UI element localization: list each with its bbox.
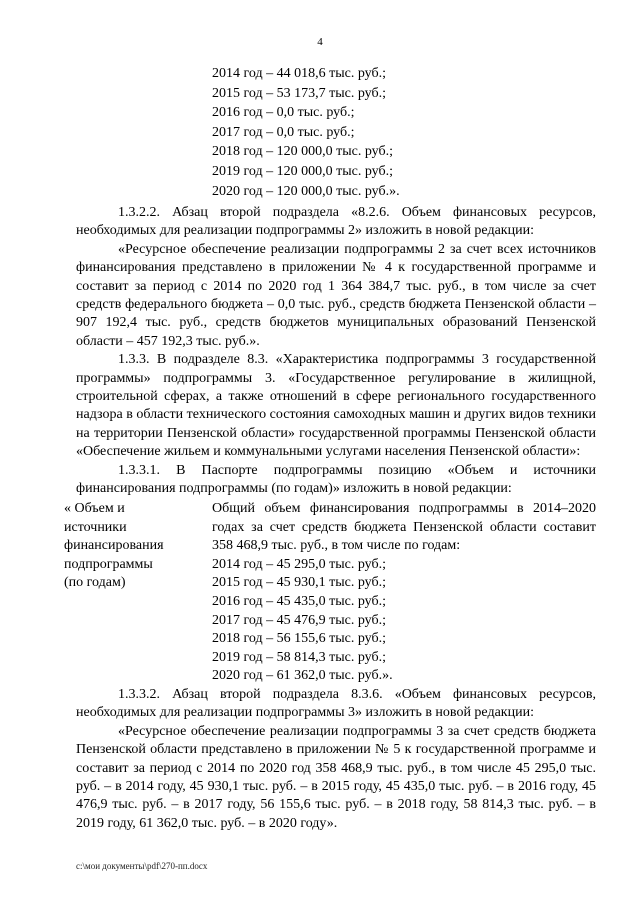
year-line: 2020 год – 61 362,0 тыс. руб.».	[212, 668, 393, 684]
year-line: 2017 год – 0,0 тыс. руб.;	[212, 124, 355, 140]
table-label-line: « Объем и	[64, 501, 125, 516]
table-label-line: подпрограммы	[64, 556, 153, 572]
paragraph: «Ресурсное обеспечение реализации подпрограммы 2 за счет всех источников финансирования представлено в приложении № 4 к государственной программе и составит за период с 2014 по 2020 год 1 364 384,7 тыс. руб., в том числе за счет средств федерального бюджета – 0,0 тыс. руб., средств бюджета Пензенской области – 907 192,4 тыс. руб., средств бюджетов муниципальных образований Пензенской области – 457 192,3 тыс. руб.».	[76, 241, 596, 349]
year-line: 2014 год – 45 295,0 тыс. руб.;	[212, 556, 386, 572]
paragraph: 1.3.3.1. В Паспорте подпрограммы позицию «Объем и источники финансирования подпрограммы (по годам)» изложить в новой редакции:	[76, 462, 596, 497]
section-subprogram-2	[76, 204, 596, 499]
year-line: 2015 год – 53 173,7 тыс. руб.;	[212, 85, 386, 101]
file-path-footer: c:\мои документы\pdf\270-пп.docx	[76, 861, 208, 871]
table-label-line: (по годам)	[64, 575, 126, 591]
year-line: 2015 год – 45 930,1 тыс. руб.;	[212, 575, 386, 591]
table-intro-text: Общий объем финансирования подпрограммы в 2014–2020 годах за счет средств бюджета Пензенской области составит 358 468,9 тыс. руб., в том числе по годам:	[212, 501, 596, 554]
section-subprogram-3	[76, 686, 596, 833]
year-line: 2019 год – 120 000,0 тыс. руб.;	[212, 163, 393, 179]
paragraph: «Ресурсное обеспечение реализации подпрограммы 3 за счет средств бюджета Пензенской области представлено в приложении № 5 к государственной программе и составит за период с 2014 по 2020 год 358 468,9 тыс. руб., в том числе 45 295,0 тыс. руб. – в 2014 году, 45 930,1 тыс. руб. – в 2015 году, 45 435,0 тыс. руб. – в 2016 году, 45 476,9 тыс. руб. – в 2017 году, 56 155,6 тыс. руб. – в 2018 году, 58 814,3 тыс. руб. – в 2019 году, 61 362,0 тыс. руб. – в 2020 году».	[76, 723, 596, 831]
table-label-line: источники	[64, 519, 127, 535]
year-line: 2016 год – 0,0 тыс. руб.;	[212, 105, 355, 121]
year-line: 2014 год – 44 018,6 тыс. руб.;	[212, 66, 386, 81]
year-line: 2016 год – 45 435,0 тыс. руб.;	[212, 593, 386, 609]
table-label-line: финансирования	[64, 538, 164, 554]
year-line: 2018 год – 56 155,6 тыс. руб.;	[212, 631, 386, 647]
paragraph: 1.3.2.2. Абзац второй подраздела «8.2.6. Объем финансовых ресурсов, необходимых для реализации подпрограммы 2» изложить в новой редакции:	[76, 205, 596, 239]
table-right-column	[212, 500, 596, 686]
paragraph: 1.3.3. В подразделе 8.3. «Характеристика подпрограммы 3 государственной программы» подпрограммы 3. «Государственное регулирование в жилищной, строительной сферах, а также отношений в сфере регионального государственного надзора в области технического состояния самоходных машин и других видов техники на территории Пензенской области» государственной программы Пензенской области «Обеспечение жильем и коммунальными услугами населения Пензенской области»:	[76, 352, 596, 460]
year-line: 2017 год – 45 476,9 тыс. руб.;	[212, 612, 386, 628]
paragraph: 1.3.3.2. Абзац второй подраздела 8.3.6. «Объем финансовых ресурсов, необходимых для реализации подпрограммы 3» изложить в новой редакции:	[76, 687, 596, 721]
year-line: 2020 год – 120 000,0 тыс. руб.».	[212, 183, 400, 199]
year-line: 2018 год – 120 000,0 тыс. руб.;	[212, 144, 393, 160]
year-line: 2019 год – 58 814,3 тыс. руб.;	[212, 649, 386, 665]
page-number: 4	[317, 36, 323, 48]
years-list-top	[212, 64, 400, 201]
table-left-column	[64, 500, 198, 593]
